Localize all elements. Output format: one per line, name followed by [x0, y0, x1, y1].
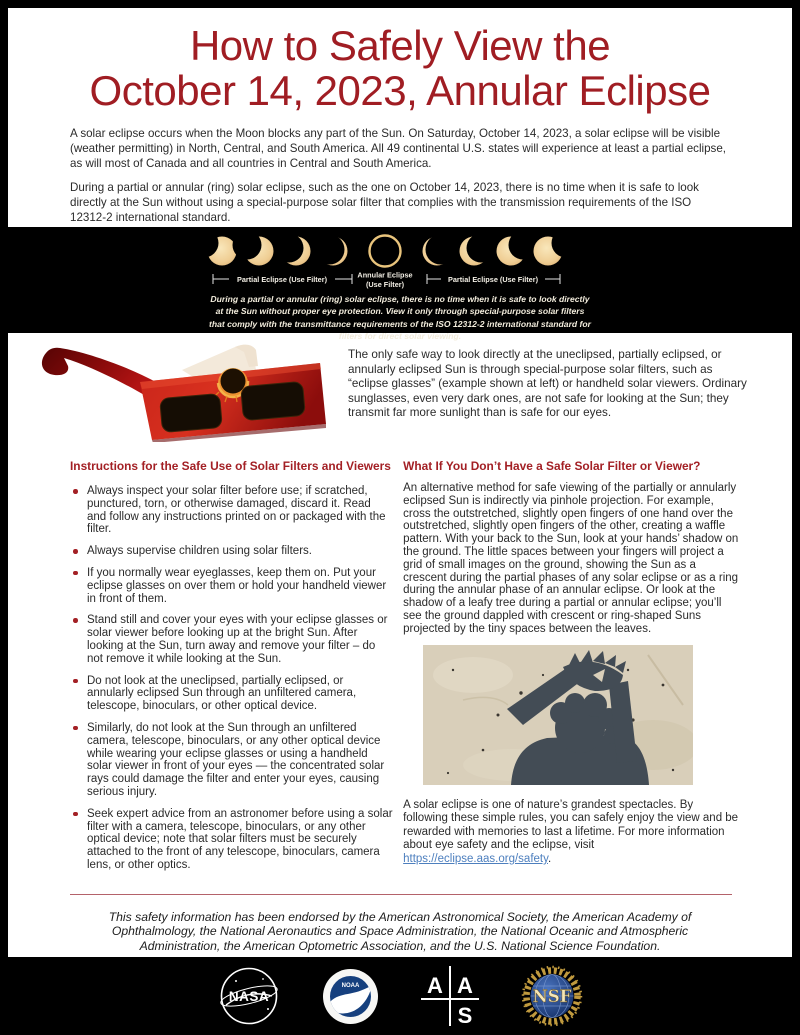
main-content-section [8, 333, 792, 957]
bullet-text: Do not look at the uneclipsed, partially eclipsed, or annularly eclipsed Sun through an unfiltered camera, telescope, binoculars, or other optical device. [87, 674, 357, 713]
aas-letter-s: S [457, 1003, 472, 1027]
header-section [8, 8, 792, 227]
bullet-text: Stand still and cover your eyes with your eclipse glasses or solar viewer before looking up at the bright Sun. After looking at the Sun, turn away and remove your filter – do not remove it while looking at the Sun. [87, 614, 388, 665]
partial-phase-icons-right [423, 232, 581, 266]
page-title [8, 8, 792, 113]
logo-footer [0, 957, 800, 1035]
aas-letter-a1: A [426, 973, 443, 998]
phase-band-caption: During a partial or annular (ring) solar eclipse, there is no time when it is safe to look directly at the Sun without proper eye protection. View it only through special-purpose solar filters that comply with the transmittance requirements of the ISO 12312-2 international standard for filters for direct solar viewing. [208, 294, 592, 342]
glasses-description: The only safe way to look directly at the uneclipsed, partially eclipsed, or annularly eclipsed Sun is through special-purpose solar filters, such as “eclipse glasses” (example shown at left) or handheld solar viewers. Ordinary sunglasses, even very dark ones, are not safe for looking at the Sun; they transmit far more sunlight than is safe for our eyes. [348, 348, 747, 420]
closing-paragraph [403, 799, 740, 867]
bullet-icon [73, 489, 78, 494]
noaa-wordmark: NOAA [341, 982, 359, 989]
intro-paragraph-2: During a partial or annular (ring) solar eclipse, such as the one on October 14, 2023, there is no time when it is safe to look directly at the Sun without using a special-purpose solar filter that complies with the transmission requirements of the ISO 12312-2 international standard. [70, 181, 699, 225]
aas-logo-icon [421, 965, 479, 1027]
bullet-icon [73, 618, 78, 623]
instructions-heading: Instructions for the Safe Use of Solar Filters and Viewers [70, 459, 391, 473]
partial-phase-icons-left [190, 232, 348, 266]
list-item [70, 675, 393, 713]
nsf-wordmark: NSF [532, 987, 571, 1006]
pinhole-paragraph: An alternative method for safe viewing of the partially or annularly eclipsed Sun is indirectly via pinhole projection. For example, cross the outstretched, slightly open fingers of one hand over the outstretched, slightly open fingers of the other, creating a waffle pattern. With your back to the Sun, look at your hands’ shadow on the ground. The little spaces between your fingers will project a grid of small images on the ground, showing the Sun as a crescent during the partial phases of any solar eclipse or as a ring during the annular phase of an annular eclipse. Or look at the shadow of a leafy tree during a partial or annular eclipse; you’ll see the ground dappled with crescent or ring-shaped Suns projected by the tiny spaces between the leaves. [403, 482, 739, 635]
list-item [70, 614, 393, 665]
safety-instructions-list [70, 485, 393, 872]
label-annular-line2: (Use Filter) [365, 280, 405, 289]
alternative-heading: What If You Don’t Have a Safe Solar Filter or Viewer? [403, 459, 701, 473]
footer-divider [70, 894, 732, 895]
endorsement-text: This safety information has been endorsed by the American Astronomical Society, the American Academy of Ophthalmology, the National Aeronautics and Space Administration, the National Oceanic and Atmospheric Administration, the American Optometric Association, and the U.S. National Science Foundation. [108, 909, 692, 953]
intro-paragraph-1: A solar eclipse occurs when the Moon blocks any part of the Sun. On Saturday, October 14, 2023, a solar eclipse will be visible (weather permitting) in North, Central, and South America. All 49 continental U.S. states will experience at least a partial eclipse, as will most of Canada and all countries in Central and South America. [70, 127, 727, 171]
list-item [70, 722, 393, 799]
eclipse-phases-band [8, 227, 792, 342]
nsf-logo-icon [521, 965, 583, 1027]
label-partial-right: Partial Eclipse (Use Filter) [447, 275, 539, 284]
nasa-wordmark: NASA [228, 989, 269, 1004]
closing-period: . [548, 852, 552, 865]
list-item [70, 567, 393, 605]
bullet-text: Always inspect your solar filter before use; if scratched, punctured, torn, or otherwise damaged, discard it. Read and follow any instructions printed on or packaged with the filter. [87, 485, 386, 536]
bullet-icon [73, 679, 78, 684]
closing-text: A solar eclipse is one of nature’s grandest spectacles. By following these simple rules, you can safely enjoy the view and be rewarded with memories to last a lifetime. For more information about eye safety and the eclipse, visit [403, 798, 739, 852]
list-item [70, 808, 393, 872]
list-item [70, 545, 393, 558]
bullet-text: If you normally wear eyeglasses, keep them on. Put your eclipse glasses on over them or hold your handheld viewer in front of them. [87, 566, 387, 605]
bullet-icon [73, 571, 78, 576]
label-partial-left: Partial Eclipse (Use Filter) [236, 275, 328, 284]
list-item [70, 485, 393, 536]
annular-ring-icon [370, 236, 401, 267]
hand-shadow-photo [423, 645, 740, 790]
bullet-icon [73, 726, 78, 731]
safety-link[interactable]: https://eclipse.aas.org/safety [403, 852, 548, 865]
nasa-logo-icon [218, 965, 280, 1027]
title-line-2: October 14, 2023, Annular Eclipse [89, 66, 711, 114]
title-line-1: How to Safely View the [189, 22, 611, 69]
alternative-viewing-column [403, 459, 740, 881]
bullet-text: Seek expert advice from an astronomer before using a solar filter with a camera, telescope, binoculars, or any other optical device; note that solar filters must be securely attached to the front of any telescope, binoculars, camera lens, or other optics. [87, 807, 393, 871]
bullet-icon [73, 549, 78, 554]
noaa-logo-icon [322, 968, 379, 1025]
label-annular-line1: Annular Eclipse [357, 270, 413, 280]
eclipse-phases-diagram [8, 232, 792, 290]
aas-letter-a2: A [456, 973, 473, 998]
bullet-text: Similarly, do not look at the Sun through an unfiltered camera, telescope, binoculars, or any other optical device while wearing your eclipse glasses or using a handheld solar viewer in front of your eyes — the concentrated solar rays could damage the filter and enter your eyes, causing serious injury. [87, 721, 385, 798]
instructions-column [70, 459, 393, 881]
bullet-icon [73, 812, 78, 817]
bullet-text: Always supervise children using solar filters. [87, 545, 312, 558]
eclipse-glasses-image [30, 340, 330, 447]
